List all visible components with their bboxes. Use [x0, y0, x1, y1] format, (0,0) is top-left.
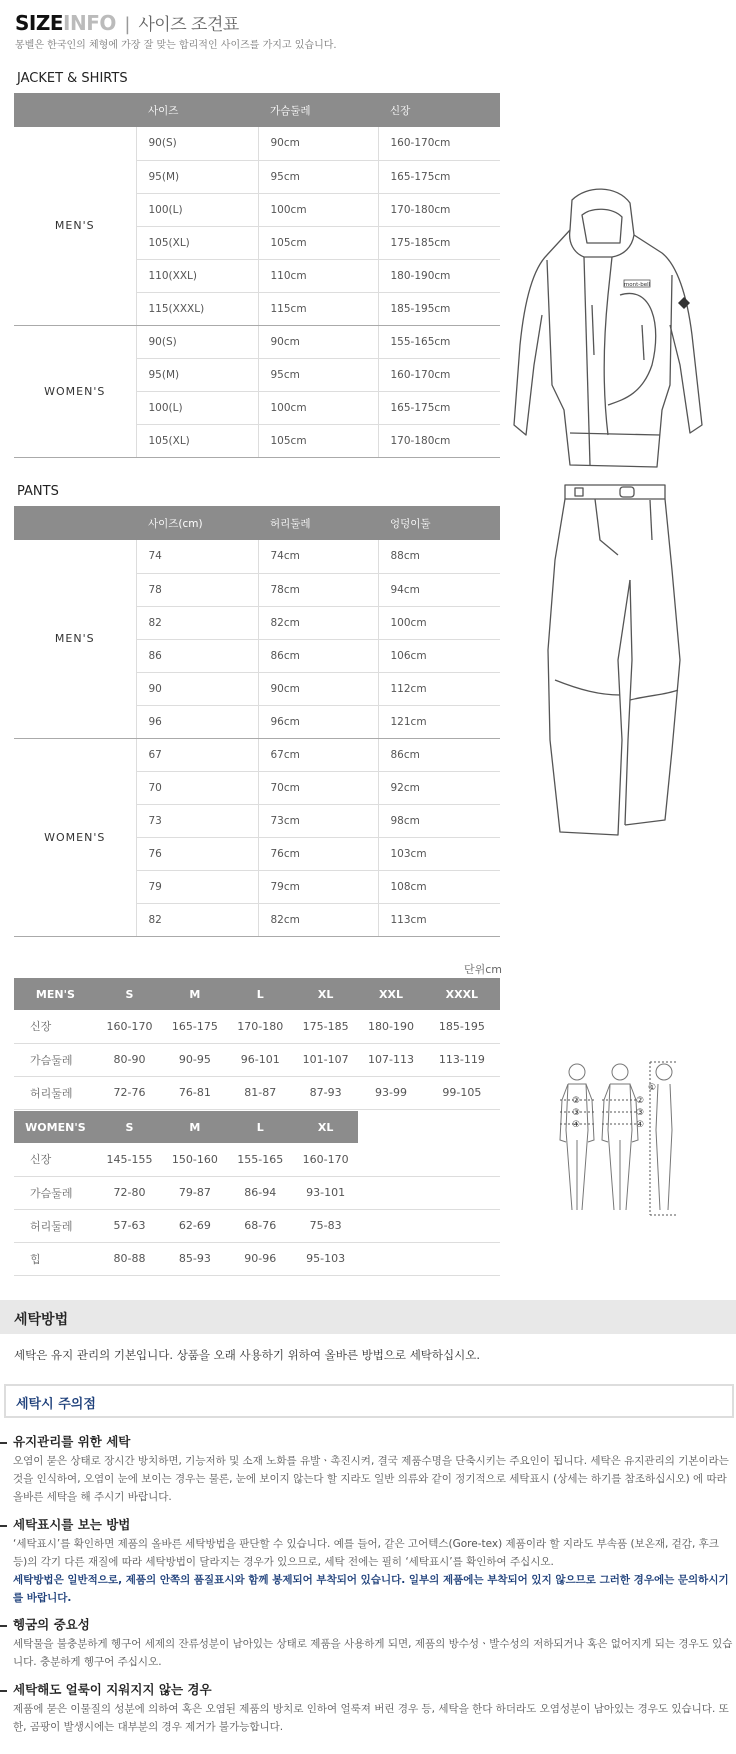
table-cell: 81-87	[228, 1076, 293, 1109]
header-row	[14, 978, 500, 1010]
table-cell: 70	[136, 771, 258, 804]
table-cell: 90cm	[258, 127, 378, 160]
title-size: SIZE	[15, 11, 64, 35]
care-heading-stain: 세탁해도 얼룩이 지워지지 않는 경우	[0, 1680, 212, 1698]
table-cell: 155-165	[228, 1143, 293, 1176]
table-row	[14, 1209, 500, 1242]
col-header: WOMEN'S	[14, 1111, 97, 1143]
table-cell: 90(S)	[136, 127, 258, 160]
unit-label: 단위cm	[464, 963, 503, 976]
table-cell: 180-190cm	[378, 259, 500, 292]
table-cell	[358, 1242, 423, 1275]
table-cell: 90-96	[228, 1242, 293, 1275]
table-cell: 78	[136, 573, 258, 606]
table-cell: 113-119	[424, 1043, 500, 1076]
table-cell: 165-175	[162, 1010, 227, 1043]
table-cell: 155-165cm	[378, 325, 500, 358]
table-cell: 88cm	[378, 540, 500, 573]
table-cell: 87-93	[293, 1076, 358, 1109]
table-cell: 57-63	[97, 1209, 162, 1242]
table-cell: 150-160	[162, 1143, 227, 1176]
table-cell: 힙	[14, 1242, 97, 1275]
table-cell: 80-88	[97, 1242, 162, 1275]
table-cell: 79-87	[162, 1176, 227, 1209]
table-row	[14, 738, 500, 771]
table-cell: 100cm	[258, 391, 378, 424]
table-cell: 121cm	[378, 705, 500, 738]
table-cell: 113cm	[378, 903, 500, 936]
table-cell: 112cm	[378, 672, 500, 705]
table-row	[14, 325, 500, 358]
table-cell: 82	[136, 903, 258, 936]
col-header: 신장	[378, 93, 500, 127]
mark-chest-front: ②	[571, 1096, 581, 1106]
care-intro: 세탁은 유지 관리의 기본입니다. 상품을 오래 사용하기 위하여 올바른 방법으로 세탁하십시오.	[14, 1348, 481, 1362]
table-cell	[358, 1209, 423, 1242]
table-cell: 75-83	[293, 1209, 358, 1242]
mark-waist-back: ③	[635, 1108, 645, 1118]
table-cell: 165-175cm	[378, 160, 500, 193]
title-info: INFO	[63, 11, 116, 35]
mark-hip-front: ④	[571, 1120, 581, 1130]
care-heading-rinse: 헹굼의 중요성	[0, 1615, 90, 1633]
col-header: 사이즈	[136, 93, 258, 127]
mark-chest-back: ②	[635, 1096, 645, 1106]
jacket-illustration	[512, 185, 717, 470]
table-row	[14, 1176, 500, 1209]
table-cell: 105cm	[258, 226, 378, 259]
table-cell: 105(XL)	[136, 226, 258, 259]
table-cell: 90cm	[258, 672, 378, 705]
table-cell: 105(XL)	[136, 424, 258, 457]
table-cell: 103cm	[378, 837, 500, 870]
table-cell: 신장	[14, 1143, 97, 1176]
table-cell: 160-170cm	[378, 127, 500, 160]
table-cell: 78cm	[258, 573, 378, 606]
care-text-maintenance: 오염이 묻은 상태로 장시간 방치하면, 기능저하 및 소재 노화를 유발ㆍ촉진시켜, 결국 제품수명을 단축시키는 주요인이 됩니다. 세탁은 유지관리의 기본이라는 것을 인식하여, 오염이 눈에 보이는 경우는 물론, 눈에 보이지 않는다 할 지라도 일반 의류와 같이 정기적으로 세탁표시 (상세는 하기를 참조하십시오) 에 따라 올바른 세탁을 해 주시기 바랍니다.	[13, 1455, 729, 1503]
table-cell: 90	[136, 672, 258, 705]
table-cell: 80-90	[97, 1043, 162, 1076]
table-cell	[424, 1176, 500, 1209]
table-cell: 175-185cm	[378, 226, 500, 259]
table-cell: 86cm	[258, 639, 378, 672]
care-text-rinse: 세탁물을 불충분하게 헹구어 세제의 잔류성분이 남아있는 상태로 제품을 사용하게 되면, 제품의 방수성ㆍ발수성의 저하되거나 혹은 없어지게 되는 경우도 있습니다. 충분하게 헹구어 주십시오.	[13, 1638, 733, 1668]
table-cell	[358, 1176, 423, 1209]
col-header: L	[228, 978, 293, 1010]
table-row	[14, 1242, 500, 1275]
care-text-stain: 제품에 묻은 이물질의 성분에 의하여 혹은 오염된 제품의 방치로 인하여 얼룩져 버린 경우 등, 세탁을 한다 하더라도 오염성분이 남아있는 경우도 있습니다. 또한, 곰팡이 발생시에는 대부분의 경우 제거가 불가능합니다.	[13, 1703, 729, 1733]
table-cell: 107-113	[358, 1043, 423, 1076]
care-title-bar	[0, 1300, 736, 1334]
table-cell: 170-180	[228, 1010, 293, 1043]
col-header: M	[162, 1111, 227, 1143]
table-cell	[424, 1242, 500, 1275]
jacket-logo: mont-bell	[623, 282, 651, 288]
group-label: WOMEN'S	[14, 738, 136, 936]
jacket-size-table	[14, 93, 500, 458]
table-cell: 115cm	[258, 292, 378, 325]
table-cell: 93-101	[293, 1176, 358, 1209]
title-korean: 사이즈 조견표	[138, 15, 239, 35]
table-cell: 93-99	[358, 1076, 423, 1109]
table-cell: 106cm	[378, 639, 500, 672]
table-cell: 79	[136, 870, 258, 903]
col-header: L	[228, 1111, 293, 1143]
col-header: XL	[293, 978, 358, 1010]
table-cell: 160-170	[97, 1010, 162, 1043]
table-cell: 가슴둘레	[14, 1176, 97, 1209]
page-subtitle: 몽벨은 한국인의 체형에 가장 잘 맞는 합리적인 사이즈를 가지고 있습니다.	[15, 40, 337, 51]
header-row	[14, 506, 500, 540]
table-cell: 160-170cm	[378, 358, 500, 391]
table-cell: 95(M)	[136, 160, 258, 193]
table-cell: 160-170	[293, 1143, 358, 1176]
table-cell: 90cm	[258, 325, 378, 358]
table-cell: 100(L)	[136, 193, 258, 226]
col-header: 엉덩이둘	[378, 506, 500, 540]
table-row	[14, 540, 500, 573]
women-measure-table	[14, 1111, 500, 1276]
table-cell: 115(XXXL)	[136, 292, 258, 325]
table-cell: 72-80	[97, 1176, 162, 1209]
table-cell: 85-93	[162, 1242, 227, 1275]
table-cell: 79cm	[258, 870, 378, 903]
table-row	[14, 127, 500, 160]
table-cell	[424, 1209, 500, 1242]
table-cell: 72-76	[97, 1076, 162, 1109]
col-header: XXL	[358, 978, 423, 1010]
table-cell: 95-103	[293, 1242, 358, 1275]
table-cell: 185-195cm	[378, 292, 500, 325]
table-cell: 101-107	[293, 1043, 358, 1076]
col-header	[424, 1111, 500, 1143]
table-cell: 허리둘레	[14, 1076, 97, 1109]
col-header	[14, 506, 136, 540]
table-cell: 82	[136, 606, 258, 639]
table-cell: 170-180cm	[378, 424, 500, 457]
table-cell: 100(L)	[136, 391, 258, 424]
table-cell	[424, 1143, 500, 1176]
pants-illustration	[540, 480, 690, 840]
caution-title: 세탁시 주의점	[16, 1397, 96, 1412]
caution-box	[4, 1384, 734, 1418]
table-cell: 86	[136, 639, 258, 672]
table-cell: 110cm	[258, 259, 378, 292]
table-cell: 180-190	[358, 1010, 423, 1043]
page-title	[15, 10, 239, 35]
table-cell: 90-95	[162, 1043, 227, 1076]
care-text-label-highlight: 세탁방법은 일반적으로, 제품의 안쪽의 품질표시와 함께 봉제되어 부착되어 있습니다. 일부의 제품에는 부착되어 있지 않으므로 그러한 경우에는 문의하시기를 바랍니다.	[13, 1574, 729, 1604]
table-cell: 82cm	[258, 606, 378, 639]
table-cell: 허리둘레	[14, 1209, 97, 1242]
care-text-label-body: ‘세탁표시’를 확인하면 제품의 올바른 세탁방법을 판단할 수 있습니다. 예를 들어, 같은 고어텍스(Gore-tex) 제품이라 할 지라도 부속품 (보온재, 겉감, 후크 등)의 각기 다른 재질에 따라 세탁방법이 달라지는 경우가 있으므로, 세탁 전에는 필히 ‘세탁표시’를 확인하여 주십시오.	[13, 1538, 719, 1568]
table-cell	[358, 1143, 423, 1176]
table-cell: 90(S)	[136, 325, 258, 358]
pants-section-label: PANTS	[17, 484, 59, 499]
table-cell: 67cm	[258, 738, 378, 771]
table-cell: 74cm	[258, 540, 378, 573]
table-cell: 73cm	[258, 804, 378, 837]
table-cell: 95cm	[258, 160, 378, 193]
table-cell: 145-155	[97, 1143, 162, 1176]
table-cell: 86-94	[228, 1176, 293, 1209]
table-cell: 76	[136, 837, 258, 870]
col-header: 가슴둘레	[258, 93, 378, 127]
table-cell: 68-76	[228, 1209, 293, 1242]
table-cell: 82cm	[258, 903, 378, 936]
table-cell: 175-185	[293, 1010, 358, 1043]
pants-size-table	[14, 506, 500, 937]
group-label: MEN'S	[14, 127, 136, 325]
table-cell: 108cm	[378, 870, 500, 903]
table-cell: 96-101	[228, 1043, 293, 1076]
mark-waist-front: ③	[571, 1108, 581, 1118]
col-header	[14, 93, 136, 127]
table-cell: 76-81	[162, 1076, 227, 1109]
table-row	[14, 1076, 500, 1109]
table-row	[14, 1043, 500, 1076]
table-cell: 70cm	[258, 771, 378, 804]
table-cell: 95cm	[258, 358, 378, 391]
men-measure-table	[14, 978, 500, 1110]
title-separator: |	[124, 14, 130, 35]
col-header	[358, 1111, 423, 1143]
table-cell: 98cm	[378, 804, 500, 837]
table-cell: 신장	[14, 1010, 97, 1043]
col-header: XXXL	[424, 978, 500, 1010]
col-header: 허리둘레	[258, 506, 378, 540]
table-row	[14, 1143, 500, 1176]
col-header: S	[97, 1111, 162, 1143]
jacket-section-label: JACKET & SHIRTS	[17, 71, 128, 86]
table-cell: 100cm	[258, 193, 378, 226]
care-text-label	[13, 1535, 733, 1607]
table-cell: 165-175cm	[378, 391, 500, 424]
table-cell: 96	[136, 705, 258, 738]
table-cell: 99-105	[424, 1076, 500, 1109]
table-cell: 86cm	[378, 738, 500, 771]
table-cell: 74	[136, 540, 258, 573]
body-measure-figure	[552, 1060, 682, 1220]
table-cell: 94cm	[378, 573, 500, 606]
table-cell: 105cm	[258, 424, 378, 457]
table-cell: 92cm	[378, 771, 500, 804]
group-label: WOMEN'S	[14, 325, 136, 457]
mark-hip-back: ④	[635, 1120, 645, 1130]
col-header: S	[97, 978, 162, 1010]
col-header: MEN'S	[14, 978, 97, 1010]
col-header: XL	[293, 1111, 358, 1143]
group-label: MEN'S	[14, 540, 136, 738]
table-cell: 가슴둘레	[14, 1043, 97, 1076]
table-cell: 73	[136, 804, 258, 837]
header-row	[14, 93, 500, 127]
table-cell: 100cm	[378, 606, 500, 639]
care-heading-label: 세탁표시를 보는 방법	[0, 1515, 130, 1533]
table-cell: 170-180cm	[378, 193, 500, 226]
table-cell: 96cm	[258, 705, 378, 738]
table-row	[14, 1010, 500, 1043]
header-row	[14, 1111, 500, 1143]
care-heading-maintenance: 유지관리를 위한 세탁	[0, 1432, 130, 1450]
col-header: 사이즈(cm)	[136, 506, 258, 540]
care-title: 세탁방법	[14, 1312, 69, 1328]
mark-height: ①	[647, 1083, 657, 1093]
table-cell: 67	[136, 738, 258, 771]
table-cell: 95(M)	[136, 358, 258, 391]
table-cell: 76cm	[258, 837, 378, 870]
table-cell: 110(XXL)	[136, 259, 258, 292]
col-header: M	[162, 978, 227, 1010]
table-cell: 185-195	[424, 1010, 500, 1043]
table-cell: 62-69	[162, 1209, 227, 1242]
